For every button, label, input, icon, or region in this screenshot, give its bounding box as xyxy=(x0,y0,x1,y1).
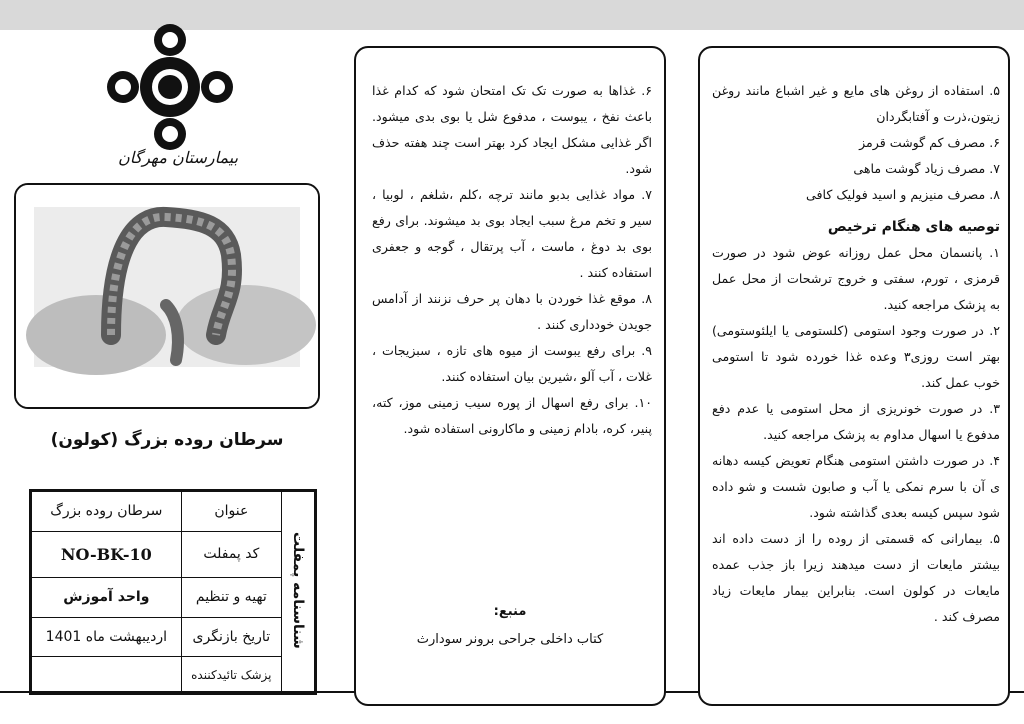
id-label: عنوان xyxy=(181,492,281,532)
right-panel xyxy=(698,46,1010,706)
list-item: ۷. مواد غذایی بدبو مانند ترچه ،کلم ،شلغم ، لوبیا ، سیر و تخم مرغ سبب ایجاد بوی بد میشوند. برای رفع بوی بد دوغ ، ماست ، آب پرتقال ، گوجه و جعفری استفاده کنند . xyxy=(372,187,652,280)
list-item: ۸. موقع غذا خوردن با دهان پر حرف نزنند از آدامس جویدن خودداری کنند . xyxy=(372,291,652,332)
list-item: ۹. برای رفع یبوست از میوه های تازه ، سبزیجات ، غلات ، آب آلو ،شیرین بیان استفاده کنند. xyxy=(372,343,652,384)
source-label: منبع: xyxy=(493,604,527,619)
id-label: کد پمفلت xyxy=(181,531,281,577)
list-item: ۴. در صورت داشتن استومی هنگام تعویض کیسه دهانه ی آن با سرم نمکی یا آب و صابون شست و شو داده شود سپس کیسه بعدی گذاشته شود. xyxy=(712,453,1000,520)
list-item: ۶. مصرف کم گوشت قرمز xyxy=(859,135,1000,150)
list-item: ۱۰. برای رفع اسهال از پوره سیب زمینی موز، کته، پنیر، کره، بادام زمینی و ماکارونی استفاده شود. xyxy=(372,395,652,436)
list-item: ۸. مصرف منیزیم و اسید فولیک کافی xyxy=(806,187,1000,202)
id-label: تهیه و تنظیم xyxy=(181,577,281,617)
id-label: تاریخ بازنگری xyxy=(181,617,281,657)
id-label: پزشک تائیدکننده xyxy=(181,657,281,693)
middle-panel xyxy=(354,46,666,706)
colon-photo-frame xyxy=(14,183,320,409)
discharge-heading: توصیه های هنگام ترخیص xyxy=(827,219,1000,235)
hospital-logo-icon xyxy=(105,22,235,152)
id-table-heading: شناسنامه پمفلت xyxy=(282,492,315,693)
colon-illustration xyxy=(16,185,318,407)
id-value: اردیبهشت ماه 1401 xyxy=(32,617,182,657)
list-item: ۲. در صورت وجود استومی (کلستومی یا ایلئوستومی) بهتر است روزی۳ وعده غذا خورده شود تا استومی خوب عمل کند. xyxy=(712,323,1000,390)
source-text: کتاب داخلی جراحی برونر سودارث xyxy=(416,632,604,647)
right-text xyxy=(712,78,1000,630)
id-value: واحد آموزش xyxy=(32,577,182,617)
cover-title: سرطان روده بزرگ (کولون) xyxy=(50,430,284,450)
pamphlet-id-table xyxy=(29,489,317,695)
list-item: ۵. استفاده از روغن های مایع و غیر اشباع مانند روغن زیتون،ذرت و آفتابگردان xyxy=(712,83,1000,124)
hospital-name: بیمارستان مهرگان xyxy=(117,148,239,167)
list-item: ۷. مصرف زیاد گوشت ماهی xyxy=(853,161,1000,176)
id-value: NO-BK-10 xyxy=(32,531,182,577)
list-item: ۱. پانسمان محل عمل روزانه عوض شود در صورت قرمزی ، تورم، سفتی و خروج ترشحات از محل عمل به پزشک مراجعه کنید. xyxy=(712,245,1000,312)
list-item: ۵. بیمارانی که قسمتی از روده را از دست داده اند بیشتر مایعات از دست میدهند زیرا باز جذب عمده مایعات در کولون است. بنابراین بیمار مایعات زیاد مصرف کند . xyxy=(712,531,1000,624)
list-item: ۳. در صورت خونریزی از محل استومی یا عدم دفع مدفوع یا اسهال مداوم به پزشک مراجعه کنید. xyxy=(712,401,1000,442)
list-item: ۶. غذاها به صورت تک تک امتحان شود که کدام غذا باعث نفخ ، یبوست ، مدفوع شل یا بوی بدی میشود. اگر غذایی مشکل ایجاد کرد بهتر است چند هفته حذف شود. xyxy=(372,83,652,176)
id-value: سرطان روده بزرگ xyxy=(32,492,182,532)
middle-text xyxy=(372,78,652,442)
id-value xyxy=(32,657,182,693)
